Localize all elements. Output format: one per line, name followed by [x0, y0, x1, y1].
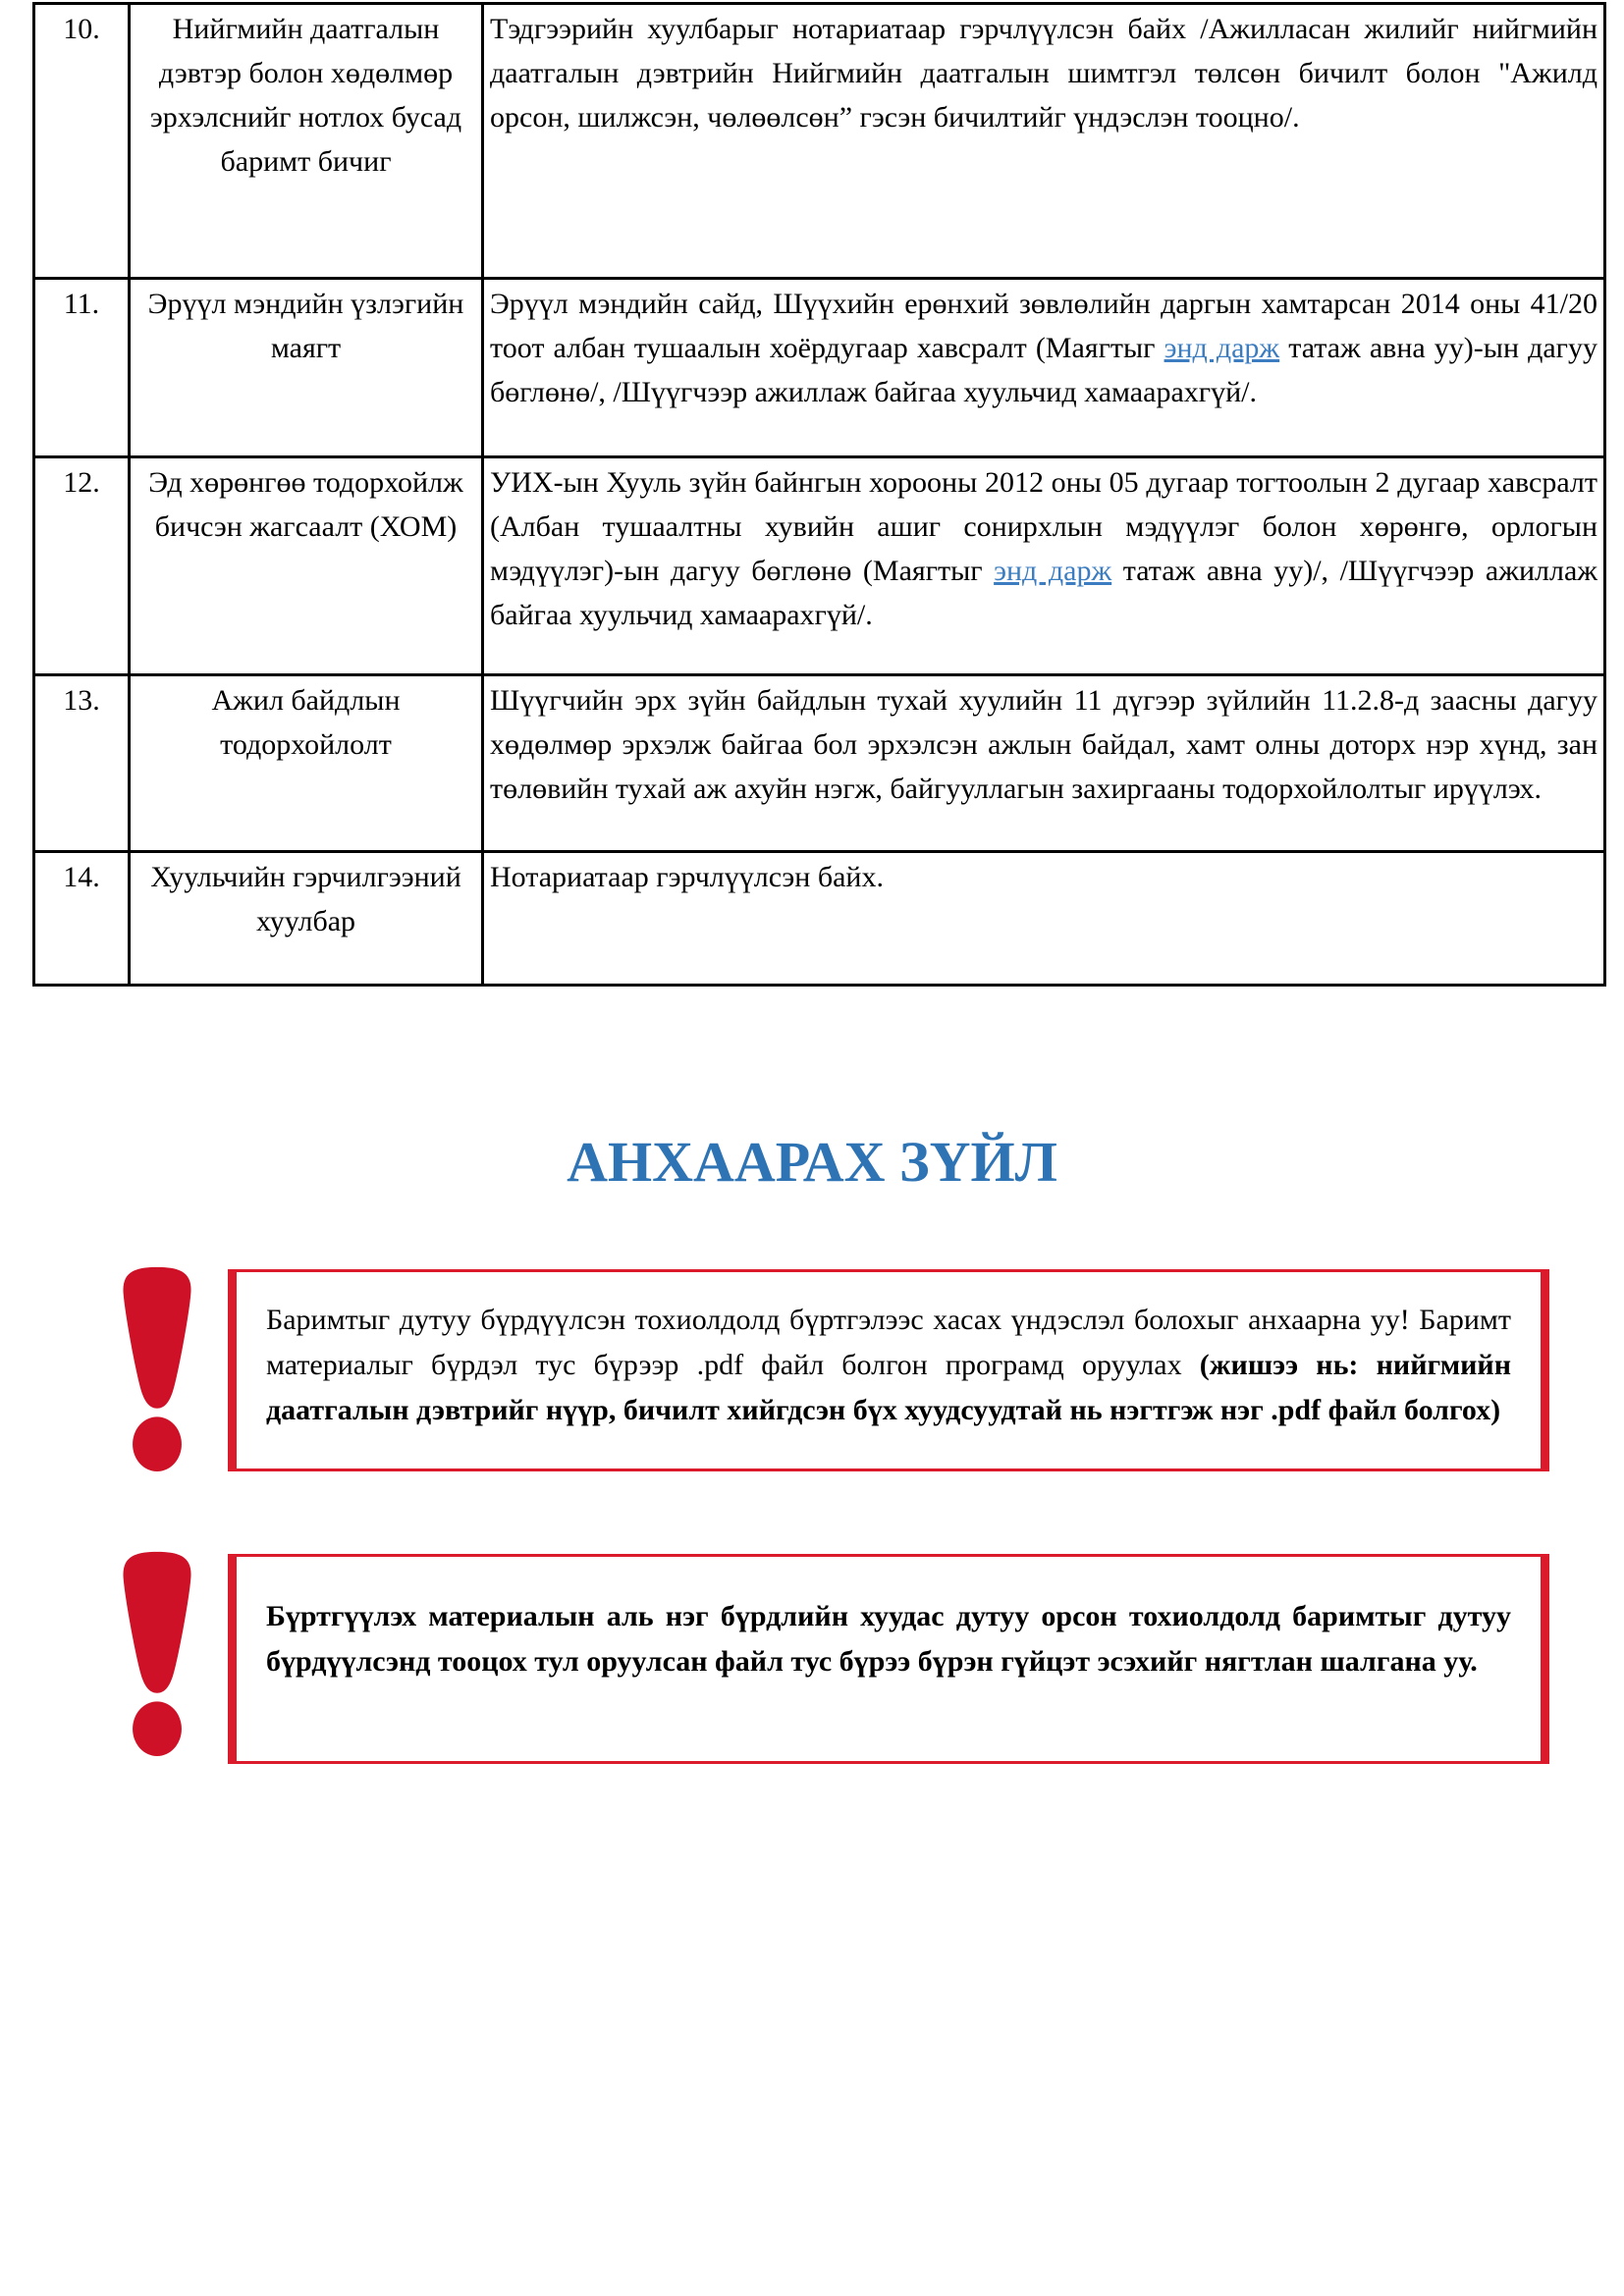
row-description — [483, 675, 1605, 852]
warning-text-box — [228, 1554, 1549, 1764]
warning-text-box — [228, 1269, 1549, 1471]
text-segment: Баримтыг дутуу бүрдүүлсэн тохиолдолд бүртгэлээс хасах үндэслэл болохыг анхаарна уу! Баримт материалыг бүрдэл тус бүрээр .pdf файл болгон програмд оруулах — [266, 1304, 1511, 1381]
row-title: Эд хөрөнгөө тодорхойлж бичсэн жагсаалт (ХОМ) — [130, 457, 483, 675]
table-row — [34, 675, 1605, 852]
table-row — [34, 279, 1605, 457]
row-description — [483, 279, 1605, 457]
row-number: 13. — [34, 675, 130, 852]
exclamation-icon — [110, 1265, 204, 1477]
text-segment: татаж авна уу)-ын дагуу бөглөнө/, /Шүүгчээр ажиллаж байгаа хуульчид хамаарахгүй/. — [490, 332, 1597, 408]
requirements-table — [32, 2, 1606, 987]
warning-item — [110, 1554, 1549, 1764]
text-segment: Эрүүл мэндийн сайд, Шүүхийн ерөнхий зөвлөлийн даргын хамтарсан 2014 оны 41/20 тоот албан тушаалын хоёрдугаар хавсралт (Маягтыг — [490, 288, 1597, 364]
row-title: Хуульчийн гэрчилгээний хуулбар — [130, 852, 483, 986]
download-form-link[interactable]: энд дарж — [994, 555, 1112, 587]
row-number: 11. — [34, 279, 130, 457]
bold-text: (жишээ нь: нийгмийн даатгалын дэвтрийг нүүр, бичилт хийгдсэн бүх хуудсуудтай нь нэгтгэж нэг .pdf файл болгох) — [266, 1349, 1511, 1426]
table-row — [34, 852, 1605, 986]
row-number: 14. — [34, 852, 130, 986]
text-segment: УИХ-ын Хууль зүйн байнгын хорооны 2012 оны 05 дугаар тогтоолын 2 дугаар хавсралт (Албан тушаалтны хувийн ашиг сонирхлын мэдүүлэг болон хөрөнгө, орлогын мэдүүлэг)-ын дагуу бөглөнө (Маягтыг — [490, 466, 1597, 587]
table-row — [34, 457, 1605, 675]
row-description — [483, 4, 1605, 279]
bold-text: Бүртгүүлэх материалын аль нэг бүрдлийн хуудас дутуу орсон тохиолдолд баримтыг дутуу бүрдүүлсэнд тооцох тул оруулсан файл тус бүрээ бүрэн гүйцэт эсэхийг нягтлан шалгана уу. — [266, 1600, 1511, 1678]
row-title: Нийгмийн даатгалын дэвтэр болон хөдөлмөр эрхэлснийг нотлох бусад баримт бичиг — [130, 4, 483, 279]
row-description — [483, 852, 1605, 986]
table-row — [34, 4, 1605, 279]
row-number: 12. — [34, 457, 130, 675]
download-form-link[interactable]: энд дарж — [1164, 332, 1280, 364]
text-segment: Тэдгээрийн хуулбарыг нотариатаар гэрчлүүлсэн байх /Ажилласан жилийг нийгмийн даатгалын дэвтрийн Нийгмийн даатгалын шимтгэл төлсөн бичилт болон "Ажилд орсон, шилжсэн, чөлөөлсөн” гэсэн бичилтийг үндэслэн тооцно/. — [490, 13, 1597, 133]
row-title: Ажил байдлын тодорхойлолт — [130, 675, 483, 852]
warning-item — [110, 1269, 1549, 1477]
row-number: 10. — [34, 4, 130, 279]
exclamation-icon — [110, 1550, 204, 1762]
text-segment: татаж авна уу)/, /Шүүгчээр ажиллаж байгаа хуульчид хамаарахгүй/. — [490, 555, 1597, 631]
row-title: Эрүүл мэндийн үзлэгийн маягт — [130, 279, 483, 457]
section-title: АНХААРАХ ЗҮЙЛ — [567, 1130, 1057, 1194]
text-segment: Нотариатаар гэрчлүүлсэн байх. — [490, 861, 884, 893]
row-description — [483, 457, 1605, 675]
text-segment: Шүүгчийн эрх зүйн байдлын тухай хуулийн 11 дүгээр зүйлийн 11.2.8-д заасны дагуу хөдөлмөр эрхэлж байгаа бол эрхэлсэн ажлын байдал, хамт олны доторх нэр хүнд, зан төлөвийн тухай аж ахуйн нэгж, байгууллагын захиргааны тодорхойлолтыг ирүүлэх. — [490, 684, 1597, 805]
